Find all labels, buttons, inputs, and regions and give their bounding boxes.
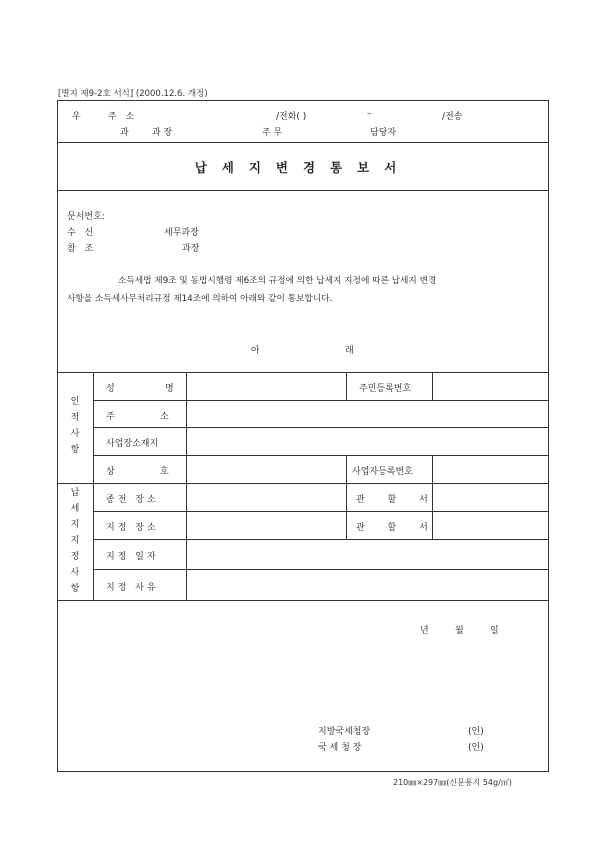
col-line-mid-1: [346, 372, 347, 400]
section-tax-char: 지: [70, 520, 80, 530]
section-personal-label: [68, 394, 82, 458]
phone-label: /전화( ): [276, 112, 307, 122]
form-header: [별지 제9-2호 서식] (2000.12.6. 개정): [58, 89, 208, 99]
person-in-charge-label: 담당자: [370, 128, 397, 138]
section-tax-char: 항: [70, 584, 80, 594]
designation-reason-label: 지정 사유: [106, 583, 159, 593]
fax-label: /전송: [442, 112, 463, 122]
section-tax-label: [68, 485, 82, 597]
table-bottom-line: [57, 600, 549, 601]
section-tax-char: 사: [70, 568, 80, 578]
designation-date-label: 지정 일자: [106, 552, 159, 562]
name-label-2: 명: [165, 384, 174, 394]
trade-name-label-1: 상: [106, 467, 115, 477]
col-line-section: [93, 372, 94, 600]
section-personal-char: 사: [70, 429, 80, 439]
address-row-label-1: 주: [106, 412, 115, 422]
below-label-1: 아: [251, 346, 260, 356]
regional-office-label: 지방국세청장: [318, 727, 371, 737]
date-day: 일: [490, 626, 499, 636]
phone-dash: –: [367, 109, 372, 119]
seal-2: (인): [468, 743, 484, 753]
row-line-2: [93, 427, 549, 428]
section-tax-char: 지: [70, 536, 80, 546]
below-label-2: 래: [345, 346, 354, 356]
divider-title: [57, 190, 549, 191]
section-tax-char: 납: [70, 488, 80, 498]
section-tax-char: 정: [70, 552, 80, 562]
designated-place-label: 지정 장소: [106, 523, 159, 533]
resident-number-label: 주민등록번호: [359, 384, 412, 394]
jurisdiction-label-1: 관 할 서: [356, 495, 438, 505]
seal-1: (인): [468, 727, 484, 737]
reference-label: 참 조: [67, 244, 97, 254]
col-line-val-1: [432, 372, 433, 400]
biz-reg-number-label: 사업자등록번호: [352, 467, 413, 477]
address-row-label-2: 소: [160, 412, 169, 422]
date-month: 월: [455, 626, 464, 636]
row-line-3: [93, 455, 549, 456]
officer-label: 주 무: [262, 128, 283, 138]
body-line-2: 사항을 소득세사무처리규정 제14조에 의하여 아래와 같이 통보합니다.: [67, 294, 333, 304]
body-line-1: 소득세법 제9조 및 동법시행령 제6조의 규정에 의한 납세지 지정에 따른 납세지 변경: [118, 276, 437, 286]
row-line-5: [93, 539, 549, 540]
section-personal-char: 항: [70, 445, 80, 455]
document-title: 납세지변경통보서: [194, 160, 412, 175]
biz-location-label: 사업장소재지: [106, 439, 159, 449]
recipient-label: 수 신: [67, 228, 97, 238]
section-divider: [57, 483, 549, 484]
doc-number-label: 문서번호:: [67, 212, 105, 222]
table-top-line: [57, 372, 549, 373]
trade-name-label-2: 호: [160, 467, 169, 477]
col-line-label: [186, 372, 187, 600]
section-personal-char: 적: [70, 413, 80, 423]
recipient-value: 세무과장: [164, 228, 199, 238]
paper-spec: 210㎜×297㎜(신문용지 54g/㎡): [393, 778, 512, 787]
commissioner-label: 국 세 청 장: [318, 743, 362, 753]
dept-label-1: 과: [120, 128, 129, 138]
row-line-6: [93, 569, 549, 570]
row-line-4: [93, 511, 549, 512]
divider-contact: [57, 142, 549, 143]
section-tax-char: 세: [70, 504, 80, 514]
name-label-1: 성: [106, 384, 115, 394]
row-line-1: [93, 400, 549, 401]
col-line-mid-2: [346, 455, 347, 539]
section-personal-char: 인: [70, 397, 80, 407]
prev-place-label: 종전 장소: [106, 495, 159, 505]
address-label-2: 주 소: [108, 112, 138, 122]
reference-value: 과장: [182, 244, 200, 254]
date-year: 년: [420, 626, 429, 636]
dept-label-2: 과 장: [152, 128, 173, 138]
jurisdiction-label-2: 관 할 서: [356, 523, 438, 533]
address-label-1: 우: [72, 112, 81, 122]
